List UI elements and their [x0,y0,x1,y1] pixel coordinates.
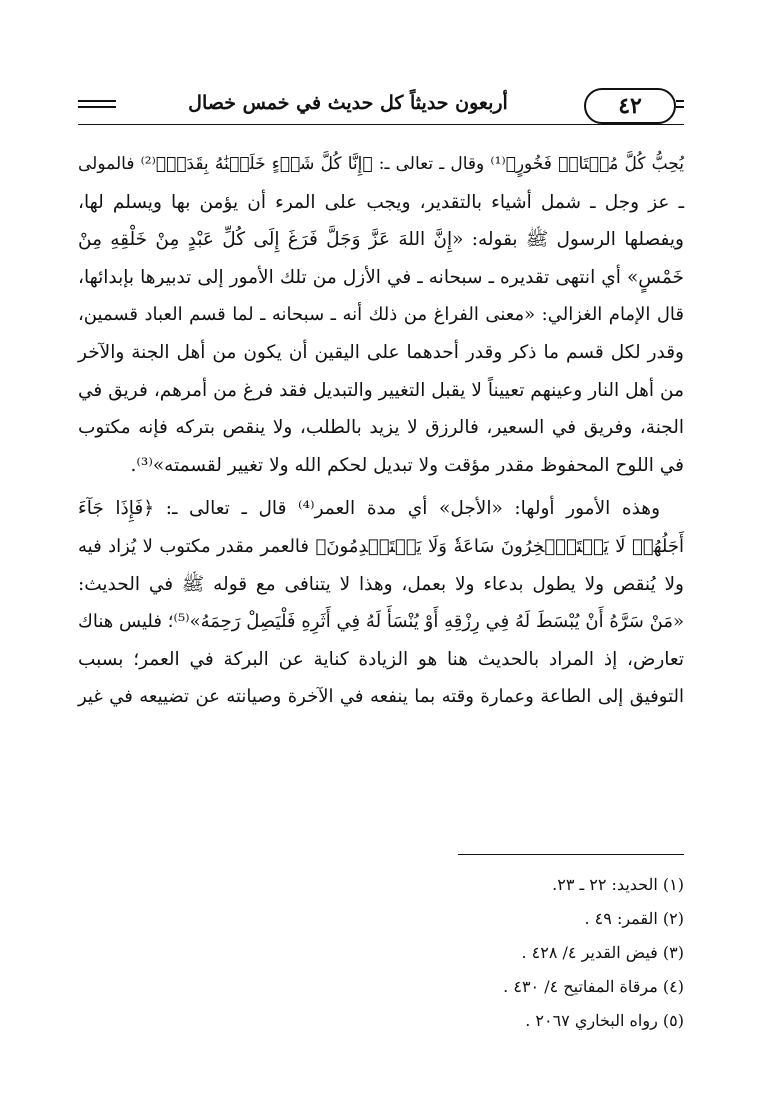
footnote-separator [458,854,684,855]
footnote: (٥) رواه البخاري ٢٠٦٧ . [525,1011,684,1030]
text-line: «مَنْ سَرَّهُ أَنْ يُبْسَطَ لَهُ فِي رِزْقِهِ أَوْ يُنْسَأَ لَهُ فِي أَثَرِهِ فَلْيَصِلْ رَحِمَهُ»⁽⁵⁾؛ فليس هناك [78,611,684,633]
header-rule-left-top [78,100,116,102]
text-line: وهذه الأمور أولها: «الأجل» أي مدة العمر⁽⁴⁾ قال ـ تعالى ـ: ﴿فَإِذَا جَآءَ [78,498,661,520]
text-line: قال الإمام الغزالي: «معنى الفراغ من ذلك أنه ـ سبحانه ـ لما قسم العباد قسمين، [78,304,685,326]
footnotes [300,868,684,1038]
text-line: من أهل النار وعينهم تعييناً لا يقبل التغيير والتبديل فقد فرغ من أمرهم، فريق في [78,379,684,401]
text-line: ولا يُنقص ولا يطول بدعاء ولا بعمل، وهذا لا يتنافى مع قوله ﷺ في الحديث: [78,573,684,595]
running-header [78,86,684,126]
header-rule-right-bottom [676,106,684,108]
header-rule-left-bottom [78,106,116,108]
footnote: (٢) القمر: ٤٩ . [584,909,684,928]
text-line: يُحِبُّ كُلَّ مُخۡتَالٖ فَخُورٍ﴾⁽¹⁾ وقال ـ تعالى ـ: ﴿إِنَّا كُلَّ شَيۡءٍ خَلَقۡنَٰهُ بِقَدَرٖ﴾⁽²⁾ فالمولى [78,154,684,174]
text-line: ويفصلها الرسول ﷺ بقوله: «إِنَّ اللهَ عَزَّ وَجَلَّ فَرَغَ إِلَى كُلِّ عَبْدٍ مِنْ خَلْقِهِ مِنْ [78,229,684,251]
text-line: تعارض، إذ المراد بالحديث هنا هو الزيادة كناية عن البركة في العمر؛ بسبب [78,648,684,670]
footnote: (١) الحديد: ٢٢ ـ ٢٣. [552,875,684,894]
text-line: في اللوح المحفوظ مقدر مؤقت ولا تبديل لحكم الله ولا تغيير لقسمته»⁽³⁾. [130,454,684,476]
header-title: أربعون حديثاً كل حديث في خمس خصال [188,92,508,114]
text-line: خَمْسٍ» أي انتهى تقديره ـ سبحانه ـ في الأزل من تلك الأمور إلى تدبيرها بإبدائها، [78,266,684,288]
text-line: التوفيق إلى الطاعة وعمارة وقته بما ينفعه في الآخرة وصيانته عن تضييعه في غير [78,686,684,708]
text-line: ـ عز وجل ـ شمل أشياء بالتقدير، ويجب على المرء أن يؤمن بها ويسلم لها، [78,191,684,213]
header-underline [78,124,684,125]
footnote: (٣) فيض القدير ٤/ ٤٢٨ . [521,943,684,962]
page-number: ٤٢ [584,88,676,124]
text-line: وقدر لكل قسم ما ذكر وقدر أحدهما على اليقين أن يكون من أهل الجنة والآخر [78,341,684,363]
text-line: الجنة، وفريق في السعير، فالرزق لا يزيد بالطلب، ولا ينقص بتركه فإنه مكتوب [78,417,684,439]
text-line: أَجَلُهُمۡ لَا يَسۡتَـٔۡخِرُونَ سَاعَةٗ وَلَا يَسۡتَقۡدِمُونَ﴾ فالعمر مقدر مكتوب لا يُزاد فيه [78,535,684,557]
footnote: (٤) مرقاة المفاتيح ٤/ ٤٣٠ . [503,977,684,996]
header-rule-right-top [676,100,684,102]
body-text [78,146,684,716]
